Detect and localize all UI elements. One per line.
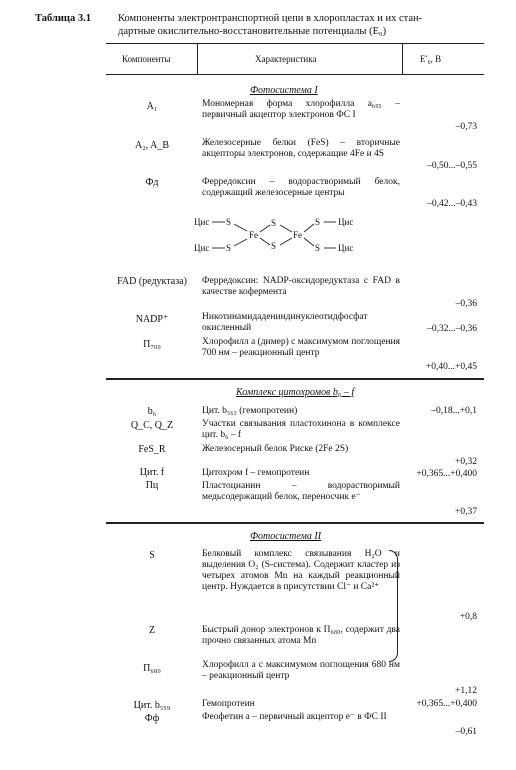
potential-p680: +1,12	[455, 686, 477, 696]
description-b6: Цит. b₅₆₃ (гемопротеин)	[202, 406, 298, 416]
potential-fad: –0,36	[455, 299, 477, 309]
cys-label: Цис	[194, 243, 210, 253]
fe2s2-cluster-diagram	[192, 214, 362, 258]
description-nadp: Никотинамидадениндинуклеотидфосфат окисленный	[202, 312, 368, 333]
potential-pheo: –0,61	[455, 727, 477, 737]
description-fesr: Железосерный белок Риске (2Fe 2S)	[202, 444, 349, 454]
component-nadp: NADP⁺	[135, 314, 169, 325]
table-caption-line2: дартные окислительно-восстановительные потенциалы (E₀)	[118, 26, 387, 37]
cys-label: Цис	[338, 243, 354, 253]
potential-p700: +0,40...+0,45	[425, 362, 477, 372]
description-qc-qz: Участки связывания пластохинона в комплексе цит. b₆ – f	[202, 419, 400, 440]
description-cyt-f: Цитохром f – гемопротеин	[202, 468, 310, 478]
description-pheo: Феофетин a – первичный акцептор e⁻ в ФС II	[202, 712, 387, 722]
sulfur-label: S	[315, 217, 321, 227]
table-caption-line1: Компоненты электронтранспортной цепи в хлоропластах и их стан-	[118, 13, 423, 24]
header-divider-1	[197, 43, 198, 74]
description-cyt-b559: Гемопротеин	[202, 699, 255, 709]
cys-label: Цис	[194, 217, 210, 227]
potential-b6: –0,18...+0,1	[431, 406, 477, 416]
description-p680: Хлорофилл a с максимумом поглощения 680 нм – реакционный центр	[202, 660, 400, 681]
table-label: Таблица 3.1	[35, 13, 91, 24]
potential-fesr: +0,32	[455, 457, 477, 467]
description-s: Белковый комплекс связывания H₂O и выделения O₂ (S-система). Содержит кластер из четырех атомов Mn на каждый реакционный центр. Нуждается в присутствии Cl⁻ и Ca²⁺	[202, 549, 400, 592]
description-a2-ab: Железосерные белки (FeS) – вторичные акцепторы электронов, содержащие 4Fe и 4S	[202, 138, 400, 159]
potential-nadp: –0,32...–0,36	[427, 324, 477, 334]
component-pheo: Фф	[144, 713, 160, 724]
description-p700: Хлорофилл a (димер) с максимумом поглощения 700 нм – реакционный центр	[202, 337, 400, 358]
col-header-potential: E′₀, В	[420, 54, 442, 64]
cys-label: Цис	[338, 217, 354, 227]
section-rule-ps2	[106, 522, 484, 524]
description-fad: Ферредоксин: NADP-оксидоредуктаза с FAD в качестве кофермента	[202, 276, 400, 297]
component-z: Z	[148, 625, 156, 636]
section-title-ps2: Фотосистема II	[250, 531, 322, 542]
iron-label: Fe	[293, 230, 302, 240]
component-a1: A₁	[146, 101, 158, 112]
component-p700: П₇₀₀	[143, 339, 161, 350]
potential-cyt-b559: +0,365...+0,400	[416, 699, 477, 709]
component-qc-qz: Q_C, Q_Z	[130, 420, 174, 431]
potential-pc: +0,37	[455, 507, 477, 517]
component-fesr: FeS_R	[138, 444, 166, 455]
sulfur-label: S	[271, 241, 277, 251]
header-divider-2	[402, 43, 403, 74]
description-fd: Ферредоксин – водорастворимый белок, содержащий железосерные центры	[202, 177, 400, 198]
component-s: S	[149, 550, 155, 561]
sulfur-label: S	[315, 243, 321, 253]
iron-label: Fe	[249, 230, 258, 240]
sulfur-label: S	[271, 218, 277, 228]
header-bottom-rule	[106, 74, 484, 75]
component-b6: b₆	[147, 406, 157, 417]
section-rule-cyt	[106, 378, 484, 380]
section-title-ps1: Фотосистема I	[250, 85, 318, 96]
component-a2-ab: A₂, A_B	[134, 140, 170, 151]
section-title-cytb6f: Комплекс цитохромов b₆ – f	[236, 387, 355, 398]
component-cyt-b559: Цит. b₅₅₉	[133, 700, 171, 711]
component-fd: Фд	[145, 177, 159, 188]
col-header-description: Характеристика	[255, 54, 317, 64]
sulfur-label: S	[226, 243, 232, 253]
header-top-rule	[106, 43, 484, 44]
potential-cyt-f: +0,365...+0,400	[416, 469, 477, 479]
potential-z: +0,8	[459, 612, 477, 622]
description-pc: Пластоцианин – водорастворимый медьсодержащий белок, переносчик e⁻	[202, 481, 400, 502]
potential-fd: –0,42...–0,43	[427, 199, 477, 209]
description-a1: Мономерная форма хлорофилла a₆₉₅ – первичный акцептор электронов ФС I	[202, 99, 400, 120]
brace-s-z	[389, 550, 398, 662]
col-header-components: Компоненты	[122, 54, 171, 64]
potential-a1: –0,73	[455, 122, 477, 132]
description-z: Быстрый донор электронов к П₆₈₀, содержит два прочно связанных атома Mn	[202, 625, 400, 646]
component-fad: FAD (редуктаза)	[117, 276, 187, 287]
component-pc: Пц	[145, 480, 159, 491]
potential-a2-ab: –0,50...–0,55	[427, 161, 477, 171]
sulfur-label: S	[226, 217, 232, 227]
component-cyt-f: Цит. f	[139, 467, 165, 478]
component-p680: П₆₈₀	[143, 663, 161, 674]
